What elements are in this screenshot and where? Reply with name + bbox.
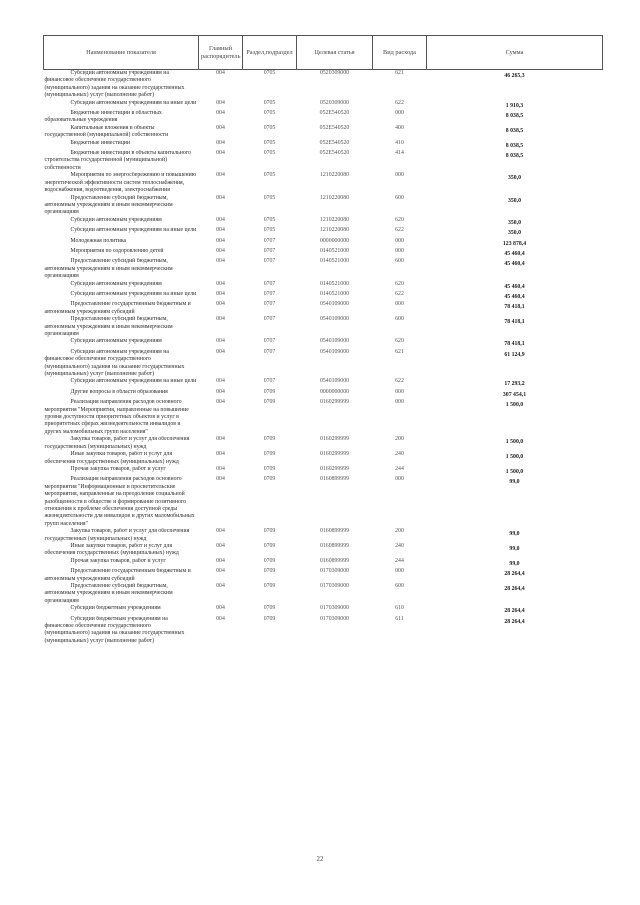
- row-target: 0000000000: [320, 388, 349, 395]
- row-admin: 004: [216, 338, 225, 345]
- row-section: 0707: [263, 290, 276, 297]
- row-expense: 240: [395, 542, 404, 549]
- header-sum: Сумма: [427, 36, 603, 70]
- row-target: 0160299999: [320, 436, 349, 443]
- table-row: [44, 616, 603, 646]
- row-target: 0140521000: [320, 290, 349, 297]
- row-name: Субсидии автономным учреждениям на иные цели: [70, 227, 197, 234]
- table-row: [44, 349, 603, 379]
- row-section: 0707: [263, 258, 276, 265]
- row-admin: 004: [216, 258, 225, 265]
- row-sum: 28 264,4: [504, 586, 525, 592]
- row-target: 0160899999: [320, 528, 349, 535]
- row-sum: 99,0: [509, 560, 520, 567]
- row-expense: 200: [395, 528, 404, 535]
- row-sum: 123 878,4: [502, 240, 527, 247]
- row-sum: 1 910,3: [505, 102, 524, 109]
- row-expense: 622: [395, 227, 404, 234]
- row-section: 0709: [263, 388, 276, 395]
- row-sum: 46 265,3: [504, 73, 525, 79]
- row-sum: 99,0: [509, 479, 520, 486]
- row-name: Субсидии автономным учреждениям: [70, 280, 162, 287]
- row-expense: 621: [395, 348, 404, 355]
- row-name: Субсидии автономным учреждениям: [70, 216, 162, 223]
- row-target: 1210220080: [320, 227, 349, 234]
- row-expense: 600: [395, 194, 404, 201]
- row-sum: 8 038,5: [505, 142, 524, 149]
- row-sum: 45 460,4: [504, 283, 525, 290]
- row-name: Другие вопросы в области образования: [70, 388, 168, 395]
- row-sum: 99,0: [509, 531, 520, 538]
- row-expense: 622: [395, 378, 404, 385]
- row-expense: 611: [395, 615, 404, 622]
- row-target: 0540109000: [320, 301, 349, 308]
- row-admin: 004: [216, 194, 225, 201]
- row-name: Прочая закупка товаров, работ и услуг: [70, 465, 166, 472]
- header-section: Раздел,подраздел: [243, 36, 297, 70]
- row-sum: 1 500,0: [505, 439, 524, 446]
- row-admin: 004: [216, 465, 225, 472]
- row-expense: 620: [395, 338, 404, 345]
- row-target: 1210220080: [320, 216, 349, 223]
- row-expense: 414: [395, 150, 404, 157]
- row-admin: 004: [216, 110, 225, 117]
- row-section: 0709: [263, 542, 276, 549]
- row-name: Предоставление субсидий бюджетным, автономным учреждениям и иным некоммерческим организациям: [44, 258, 173, 280]
- row-admin: 004: [216, 301, 225, 308]
- row-sum: 350,0: [507, 219, 522, 226]
- row-section: 0707: [263, 301, 276, 308]
- row-target: 0160299999: [320, 451, 349, 458]
- row-section: 0705: [263, 227, 276, 234]
- row-name: Мероприятия по энергосбережению и повышению энергетической эффективности систем теплоснабжения, водоснабжения, водоотведения, электроснабжения: [44, 172, 197, 194]
- row-sum: 28 264,4: [504, 571, 525, 578]
- row-name: Субсидии бюджетным учреждениям: [70, 605, 161, 612]
- row-section: 0705: [263, 70, 276, 76]
- row-name: Предоставление государственным бюджетным и автономным учреждениям субсидий: [44, 568, 191, 582]
- row-target: 0540109000: [320, 378, 349, 385]
- row-section: 0705: [263, 194, 276, 201]
- row-target: 0170309000: [320, 605, 349, 612]
- row-name: Закупка товаров, работ и услуг для обеспечения государственных (муниципальных) нужд: [44, 528, 190, 542]
- row-admin: 004: [216, 557, 225, 564]
- row-sum: 1 500,0: [505, 454, 524, 461]
- row-admin: 004: [216, 316, 225, 323]
- table-row: [44, 568, 603, 583]
- row-admin: 004: [216, 605, 225, 612]
- row-sum: 1 500,0: [505, 468, 524, 475]
- table-row: [44, 150, 603, 172]
- row-target: 0160899999: [320, 542, 349, 549]
- header-admin: Главный распорядитель: [199, 36, 243, 70]
- row-section: 0707: [263, 316, 276, 323]
- row-target: 052E540520: [319, 139, 350, 146]
- table-row: [44, 543, 603, 558]
- row-name: Субсидии автономным учреждениям: [70, 338, 162, 345]
- row-section: 0705: [263, 139, 276, 146]
- row-target: 0170309000: [320, 568, 349, 575]
- row-section: 0705: [263, 172, 276, 179]
- row-admin: 004: [216, 451, 225, 458]
- row-name: Субсидии автономным учреждениям на финансовое обеспечение государственного (муниципального) задания на оказание государственных (муниципальных) услуг (выполнение работ): [44, 348, 185, 378]
- row-target: 0520309000: [320, 70, 349, 76]
- row-sum: 28 264,4: [504, 608, 525, 615]
- row-name: Предоставление государственным бюджетным и автономным учреждениям субсидий: [44, 301, 191, 315]
- row-target: 0170309000: [320, 583, 349, 589]
- row-target: 0160299999: [320, 465, 349, 472]
- row-name: Субсидии бюджетным учреждениям на финансовое обеспечение государственного (муниципального) задания на оказание государственных (муниципальных) услуг (выполнение работ): [44, 615, 185, 644]
- row-section: 0707: [263, 338, 276, 345]
- row-expense: 600: [395, 316, 404, 323]
- row-target: 0540109000: [320, 348, 349, 355]
- row-section: 0705: [263, 110, 276, 117]
- row-name: Субсидии автономным учреждениям на иные цели: [70, 290, 197, 297]
- row-target: 0140521000: [320, 258, 349, 265]
- row-section: 0707: [263, 280, 276, 287]
- table-row: [44, 291, 603, 301]
- row-expense: 000: [395, 172, 404, 179]
- row-admin: 004: [216, 290, 225, 297]
- table-row: [44, 195, 603, 217]
- row-admin: 004: [216, 542, 225, 549]
- row-admin: 004: [216, 388, 225, 395]
- row-name: Прочая закупка товаров, работ и услуг: [70, 557, 166, 564]
- row-name: Иные закупки товаров, работ и услуг для обеспечения государственных (муниципальных) нужд: [44, 542, 179, 557]
- row-admin: 004: [216, 568, 225, 575]
- table-row: [44, 258, 603, 280]
- row-expense: 240: [395, 451, 404, 458]
- row-expense: 000: [395, 247, 404, 254]
- row-name: Молодежная политика: [70, 237, 127, 244]
- table-row: [44, 316, 603, 338]
- row-expense: 200: [395, 436, 404, 443]
- header-name: Наименование показателя: [44, 36, 199, 70]
- row-expense: 600: [395, 583, 404, 589]
- page-number: 22: [316, 855, 324, 863]
- row-section: 0705: [263, 150, 276, 157]
- table-row: [44, 389, 603, 399]
- row-sum: 8 038,5: [505, 153, 524, 160]
- budget-table: [43, 35, 603, 645]
- row-admin: 004: [216, 237, 225, 244]
- row-section: 0707: [263, 237, 276, 244]
- row-admin: 004: [216, 216, 225, 223]
- row-expense: 400: [395, 124, 404, 131]
- table-row: [44, 238, 603, 248]
- row-section: 0709: [263, 451, 276, 458]
- row-admin: 004: [216, 150, 225, 157]
- row-sum: 8 038,5: [505, 127, 524, 134]
- table-row: [44, 476, 603, 528]
- row-sum: 1 500,0: [505, 402, 524, 409]
- table-row: [44, 227, 603, 237]
- row-target: 0170309000: [320, 615, 349, 622]
- row-admin: 004: [216, 476, 225, 483]
- table-row: [44, 281, 603, 291]
- row-expense: 620: [395, 280, 404, 287]
- header-expense: Вид расхода: [373, 36, 427, 70]
- table-row: [44, 451, 603, 466]
- row-target: 052E540520: [319, 110, 350, 117]
- table-body: [44, 70, 603, 646]
- row-expense: 244: [395, 465, 404, 472]
- row-section: 0705: [263, 124, 276, 131]
- row-target: 1210220080: [320, 172, 349, 179]
- row-name: Субсидии автономным учреждениям на финансовое обеспечение государственного (муниципального) задания на оказание государственных (муниципальных) услуг (выполнение работ): [44, 70, 185, 99]
- table-header: [44, 36, 603, 70]
- row-name: Предоставление субсидий бюджетным, автономным учреждениям и иным некоммерческим организациям: [44, 194, 173, 216]
- table-row: [44, 338, 603, 348]
- row-admin: 004: [216, 378, 225, 385]
- table-row: [44, 558, 603, 568]
- row-admin: 004: [216, 124, 225, 131]
- row-expense: 000: [395, 568, 404, 575]
- row-name: Бюджетные инвестиции: [70, 139, 131, 146]
- row-admin: 004: [216, 615, 225, 622]
- row-section: 0709: [263, 605, 276, 612]
- row-sum: 45 460,4: [504, 293, 525, 300]
- row-expense: 000: [395, 399, 404, 406]
- table-row: [44, 125, 603, 140]
- row-admin: 004: [216, 139, 225, 146]
- row-target: 0160899999: [320, 557, 349, 564]
- table-row: [44, 110, 603, 125]
- table-row: [44, 436, 603, 451]
- row-section: 0709: [263, 528, 276, 535]
- row-admin: 004: [216, 247, 225, 254]
- row-target: 0520309000: [320, 99, 349, 106]
- row-target: 0160899999: [320, 476, 349, 483]
- row-section: 0709: [263, 436, 276, 443]
- row-admin: 004: [216, 172, 225, 179]
- row-sum: 350,0: [507, 175, 522, 182]
- row-section: 0707: [263, 247, 276, 254]
- row-name: Предоставление субсидий бюджетным, автономным учреждениям и иным некоммерческим организациям: [44, 583, 173, 604]
- row-sum: 17 293,2: [504, 381, 525, 388]
- row-name: Субсидии автономным учреждениям на иные цели: [70, 99, 197, 106]
- row-sum: 8 038,5: [505, 113, 524, 120]
- row-admin: 004: [216, 348, 225, 355]
- table-row: [44, 605, 603, 615]
- row-admin: 004: [216, 280, 225, 287]
- row-expense: 000: [395, 110, 404, 117]
- row-target: 0000000000: [320, 237, 349, 244]
- row-expense: 620: [395, 216, 404, 223]
- table-row: [44, 399, 603, 436]
- row-sum: 45 460,4: [504, 261, 525, 268]
- row-name: Субсидии автономным учреждениям на иные цели: [70, 378, 197, 385]
- row-sum: 28 264,4: [504, 618, 525, 625]
- table-row: [44, 528, 603, 543]
- row-name: Бюджетные инвестиции в областных образовательные учреждения: [44, 110, 162, 124]
- row-sum: 61 124,9: [504, 351, 525, 358]
- row-sum: 78 418,1: [504, 341, 525, 348]
- row-section: 0709: [263, 615, 276, 622]
- table-row: [44, 172, 603, 194]
- row-section: 0705: [263, 99, 276, 106]
- row-sum: 78 418,1: [504, 304, 525, 311]
- table-row: [44, 301, 603, 316]
- row-admin: 004: [216, 399, 225, 406]
- row-section: 0709: [263, 399, 276, 406]
- row-expense: 000: [395, 237, 404, 244]
- row-sum: 307 454,1: [502, 391, 527, 398]
- row-section: 0709: [263, 465, 276, 472]
- row-target: 0140521000: [320, 280, 349, 287]
- table-row: [44, 217, 603, 227]
- row-target: 0540109000: [320, 316, 349, 323]
- table-row: [44, 583, 603, 605]
- row-expense: 600: [395, 258, 404, 265]
- row-section: 0709: [263, 557, 276, 564]
- row-admin: 004: [216, 227, 225, 234]
- row-admin: 004: [216, 436, 225, 443]
- row-expense: 621: [395, 70, 404, 76]
- row-section: 0709: [263, 583, 276, 589]
- row-expense: 622: [395, 99, 404, 106]
- row-section: 0709: [263, 568, 276, 575]
- row-name: Иные закупки товаров, работ и услуг для обеспечения государственных (муниципальных) нужд: [44, 451, 179, 465]
- row-section: 0707: [263, 378, 276, 385]
- row-name: Капитальные вложения в объекты государственной (муниципальной) собственности: [44, 124, 169, 139]
- row-expense: 000: [395, 476, 404, 483]
- table-row: [44, 140, 603, 150]
- row-admin: 004: [216, 99, 225, 106]
- row-target: 0540109000: [320, 338, 349, 345]
- row-sum: 45 460,4: [504, 250, 525, 257]
- row-expense: 000: [395, 388, 404, 395]
- table-row: [44, 100, 603, 110]
- row-target: 0160299999: [320, 399, 349, 406]
- row-admin: 004: [216, 70, 225, 76]
- row-expense: 410: [395, 139, 404, 146]
- row-admin: 004: [216, 528, 225, 535]
- table-row: [44, 70, 603, 100]
- row-admin: 004: [216, 583, 225, 589]
- row-sum: 350,0: [507, 197, 522, 204]
- table-row: [44, 466, 603, 476]
- row-name: Реализация направления расходов основного мероприятия "Информационные и просветительские мероприятия, направленные на преодоление социальной разобщенности в обществе и формирование позитивного отношения к проблеме обеспечения доступной среды жизнедеятельности для инвалидов и других маломобильных групп населения": [44, 476, 195, 527]
- row-name: Закупка товаров, работ и услуг для обеспечения государственных (муниципальных) нужд: [44, 436, 190, 450]
- row-section: 0707: [263, 348, 276, 355]
- row-expense: 000: [395, 301, 404, 308]
- table-row: [44, 378, 603, 388]
- table-row: [44, 248, 603, 258]
- row-target: 1210220080: [320, 194, 349, 201]
- row-target: 052E540520: [319, 124, 350, 131]
- row-target: 052E540520: [319, 150, 350, 157]
- row-sum: 78 418,1: [504, 319, 525, 326]
- header-target: Целевая статья: [297, 36, 373, 70]
- row-name: Бюджетные инвестиции в объекты капитального строительства государственной (муниципальной) собственности: [44, 150, 191, 171]
- row-target: 0140521000: [320, 247, 349, 254]
- row-section: 0705: [263, 216, 276, 223]
- row-name: Предоставление субсидий бюджетным, автономным учреждениям и иным некоммерческим организациям: [44, 316, 173, 337]
- row-sum: 99,0: [509, 545, 520, 552]
- row-name: Мероприятия по оздоровлению детей: [70, 247, 164, 254]
- row-section: 0709: [263, 476, 276, 483]
- row-expense: 244: [395, 557, 404, 564]
- row-sum: 350,0: [507, 230, 522, 237]
- row-expense: 610: [395, 605, 404, 612]
- row-name: Реализация направления расходов основного мероприятия "Мероприятия, направленные на повышение уровня доступности приоритетных объектов и услуг в приоритетных сферах жизнедеятельности инвалидов и других маломобильных групп населения": [44, 399, 189, 435]
- row-expense: 622: [395, 290, 404, 297]
